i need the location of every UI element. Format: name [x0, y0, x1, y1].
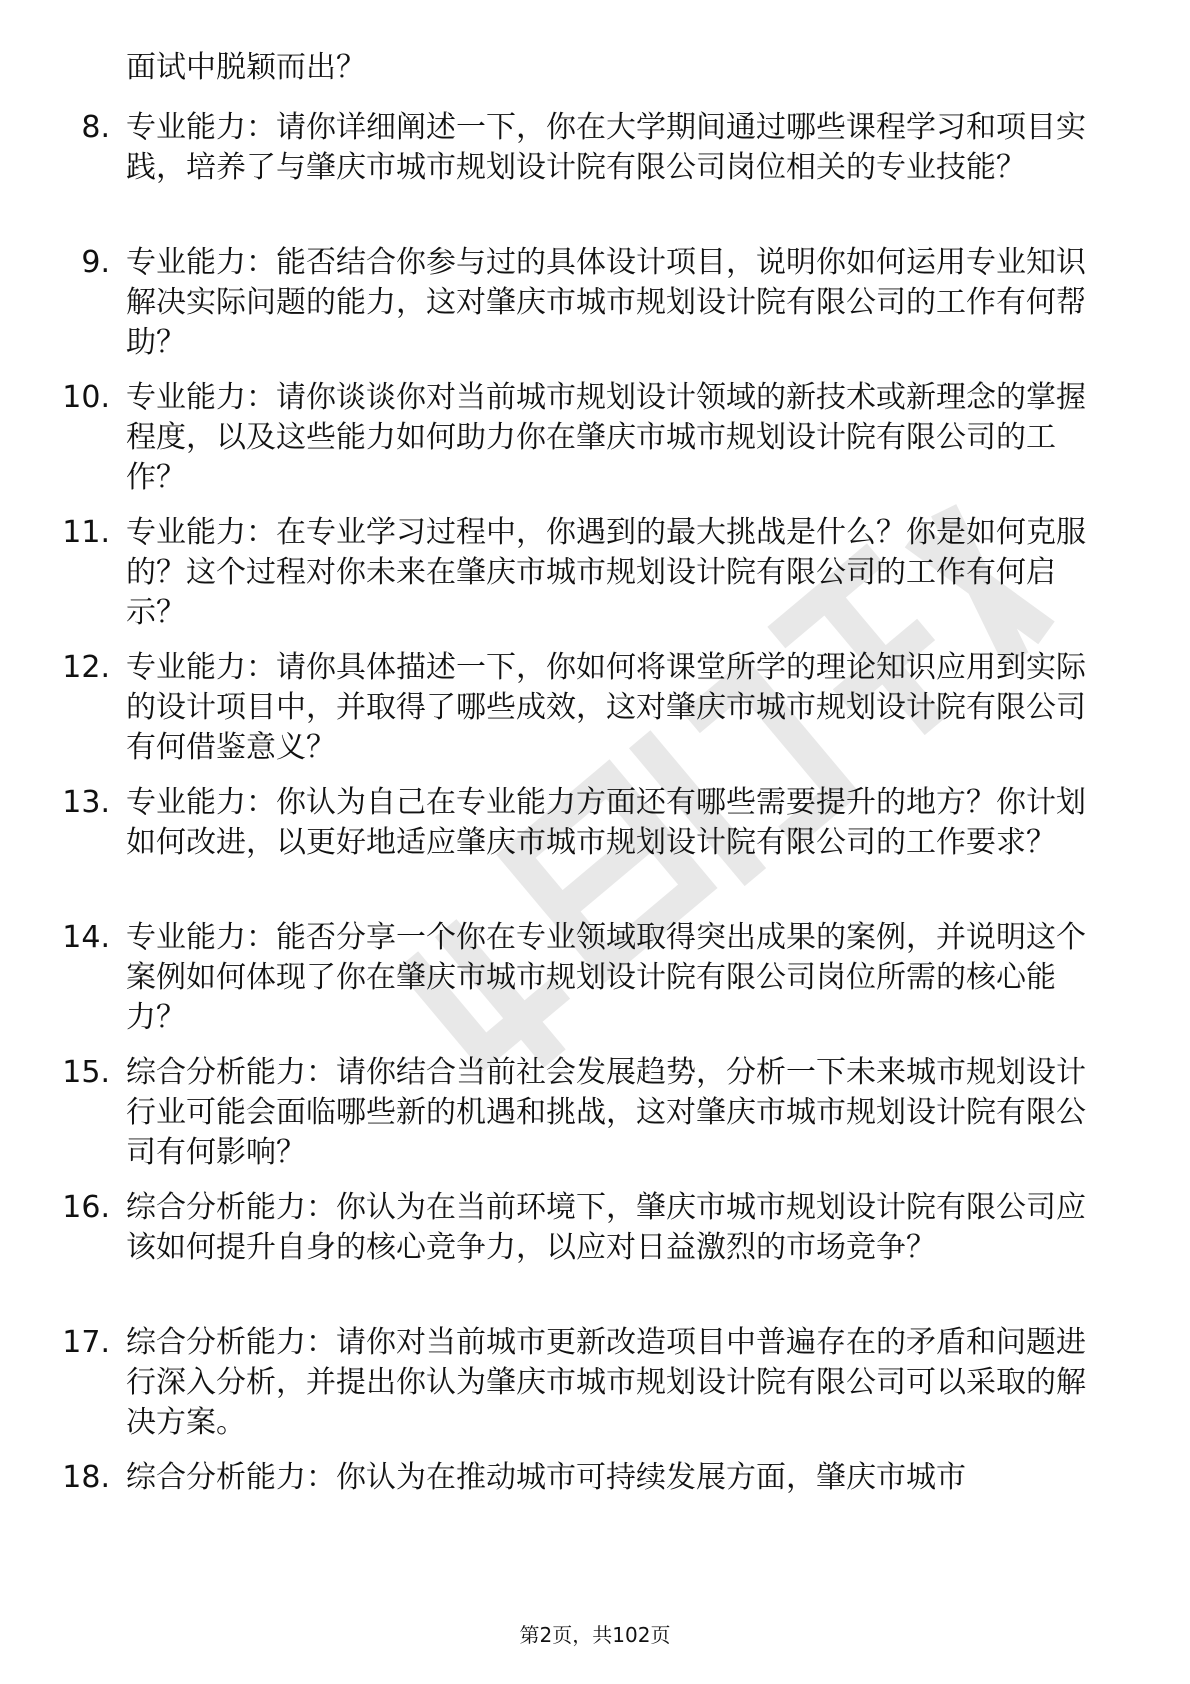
question-text: 专业能力：请你具体描述一下，你如何将课堂所学的理论知识应用到实际的设计项目中，并取得了哪些成效，这对肇庆市城市规划设计院有限公司有何借鉴意义？ — [126, 650, 1086, 765]
question-text: 专业能力：请你详细阐述一下，你在大学期间通过哪些课程学习和项目实践，培养了与肇庆市城市规划设计院有限公司岗位相关的专业技能？ — [126, 110, 1086, 185]
question-number: 9. — [81, 245, 110, 280]
question-text: 综合分析能力：请你对当前城市更新改造项目中普遍存在的矛盾和问题进行深入分析，并提出你认为肇庆市城市规划设计院有限公司可以采取的解决方案。 — [126, 1325, 1086, 1440]
question-text: 专业能力：你认为自己在专业能力方面还有哪些需要提升的地方？你计划如何改进，以更好地适应肇庆市城市规划设计院有限公司的工作要求？ — [126, 785, 1086, 860]
question-text: 专业能力：能否结合你参与过的具体设计项目，说明你如何运用专业知识解决实际问题的能力，这对肇庆市城市规划设计院有限公司的工作有何帮助？ — [126, 245, 1086, 360]
question-number: 17. — [62, 1325, 110, 1360]
question-text: 专业能力：能否分享一个你在专业领域取得突出成果的案例，并说明这个案例如何体现了你在肇庆市城市规划设计院有限公司岗位所需的核心能力？ — [126, 920, 1086, 1035]
question-text: 综合分析能力：你认为在推动城市可持续发展方面，肇庆市城市 — [126, 1460, 966, 1495]
question-number: 14. — [62, 920, 110, 955]
question-text: 综合分析能力：请你结合当前社会发展趋势，分析一下未来城市规划设计行业可能会面临哪些新的机遇和挑战，这对肇庆市城市规划设计院有限公司有何影响？ — [126, 1055, 1086, 1170]
page-footer: 第2页，共102页 — [519, 1623, 671, 1647]
question-number: 8. — [81, 110, 110, 145]
question-number: 16. — [62, 1190, 110, 1225]
question-number: 15. — [62, 1055, 110, 1090]
question-text: 专业能力：请你谈谈你对当前城市规划设计领域的新技术或新理念的掌握程度，以及这些能力如何助力你在肇庆市城市规划设计院有限公司的工作？ — [126, 380, 1086, 495]
question-text: 专业能力：在专业学习过程中，你遇到的最大挑战是什么？你是如何克服的？这个过程对你未来在肇庆市城市规划设计院有限公司的工作有何启示？ — [126, 515, 1086, 630]
question-number: 12. — [62, 650, 110, 685]
question-number: 18. — [62, 1460, 110, 1495]
question-number: 10. — [62, 380, 110, 415]
question-text: 综合分析能力：你认为在当前环境下，肇庆市城市规划设计院有限公司应该如何提升自身的核心竞争力，以应对日益激烈的市场竞争？ — [126, 1190, 1086, 1265]
question-number: 13. — [62, 785, 110, 820]
continuation-text: 面试中脱颖而出？ — [126, 50, 366, 85]
question-number: 11. — [62, 515, 110, 550]
